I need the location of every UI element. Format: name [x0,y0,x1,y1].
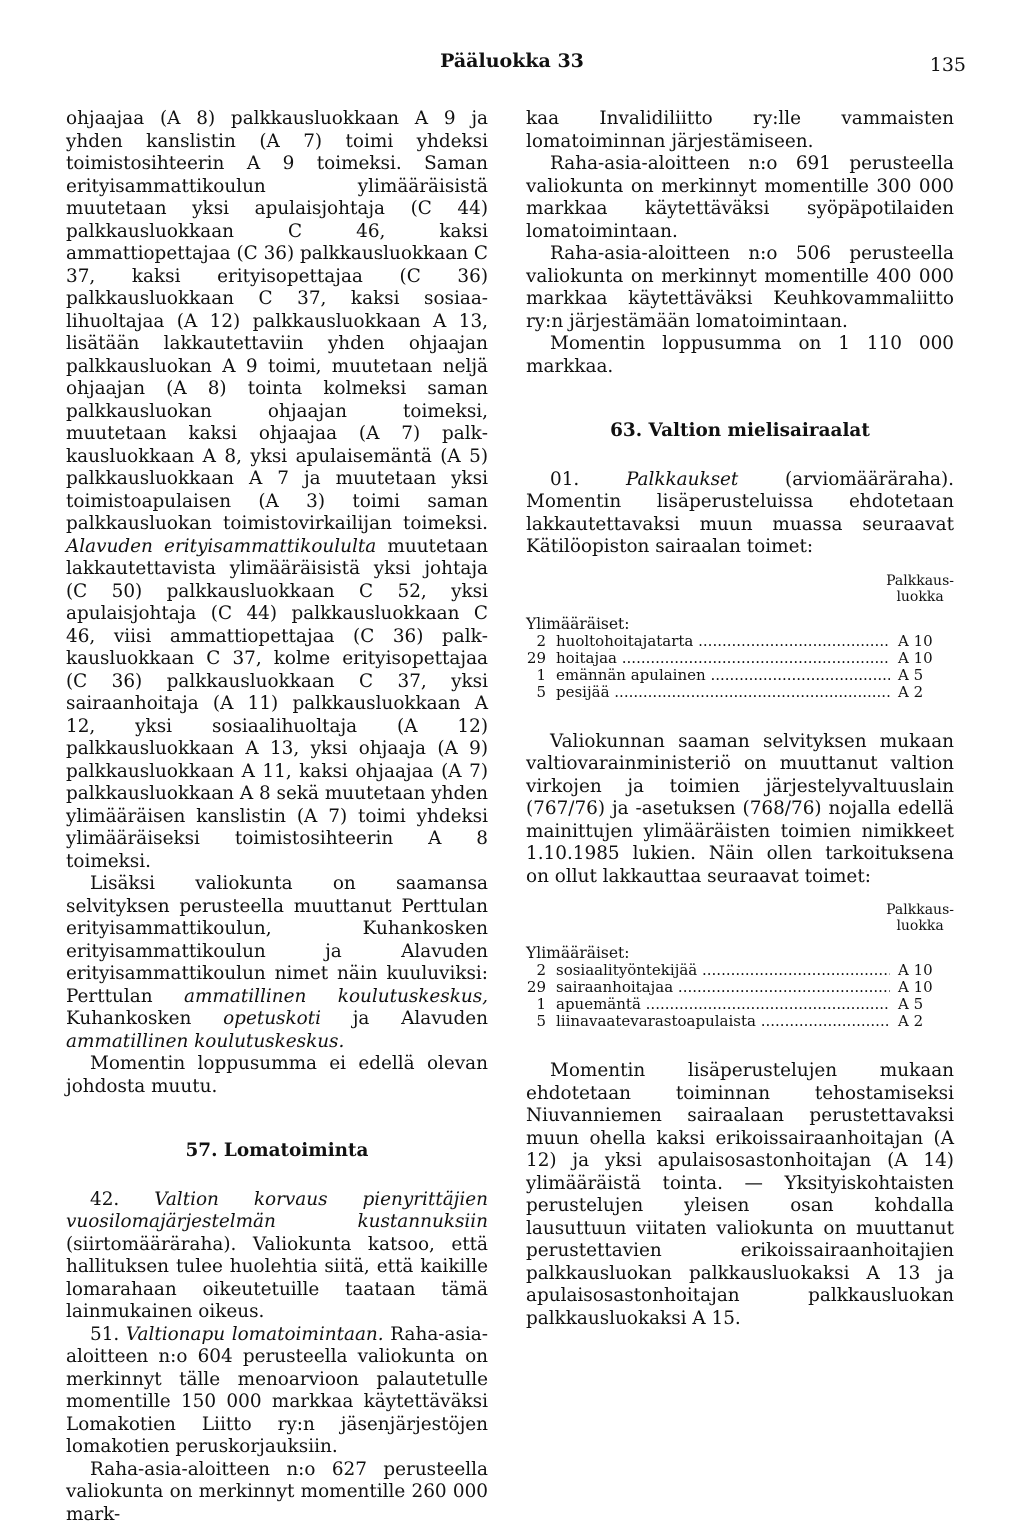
section-heading: 63. Valtion mielisairaalat [526,420,954,443]
left-column [66,108,488,1526]
paragraph: Momentin loppusumma ei edellä olevan johdosta muutu. [66,1053,488,1098]
paragraph: Raha-asia-aloitteen n:o 627 perusteella valiokunta on merkinnyt momentille 260 000 mark- [66,1459,488,1526]
table-row: 29 hoitajaa ..... A 10 [526,650,954,667]
paragraph: ohjaajaa (A 8) palkkausluokkaan A 9 ja yhden kanslistin (A 7) toimi yhdeksi toimistosihteerin A 9 toimeksi. Saman erityisammattikoulun ylimääräisistä muutetaan yksi apulaisjohtaja (C 44) palkkausluokkaan C 46, kaksi ammattiopettajaa (C 36) palkkausluokkaan C 37, kaksi erityisopettajaa (C 36) palkkausluokkaan C 37, kaksi sosiaalihuoltajaa (A 12) palkkausluokkaan A 13, lisätään lakkautettaviin yhden ohjaajan palkkausluokan A 9 toimi, muutetaan neljä ohjaajan (A 8) tointa kolmeksi saman palkkausluokan ohjaajan toimeksi, muutetaan kaksi ohjaajaa (A 7) palkkausluokkaan A 8, yksi apulaisemäntä (A 5) palkkausluokkaan A 7 ja muutetaan yksi toimistoapulaisen (A 3) toimi saman palkkausluokan toimistovirkailijan toimeksi. Alavuden erityisammattikoululta muutetaan lakkautettavista ylimääräisistä yksi johtaja (C 50) palkkausluokkaan C 52, yksi apulaisjohtaja (C 44) palkkausluokkaan C 46, viisi ammattiopettajaa (C 36) palkkausluokkaan C 37, kolme erityisopettajaa (C 36) palkkausluokkaan C 37, yksi sairaanhoitaja (A 11) palkkausluokkaan A 12, yksi sosiaalihuoltaja (A 12) palkkausluokkaan A 13, yksi ohjaaja (A 9) palkkausluokkaan A 11, kaksi ohjaajaa (A 7) palkkausluokkaan A 8 sekä muutetaan yhden ylimääräisen kanslistin (A 7) toimi yhdeksi ylimääräiseksi toimistosihteerin A 8 toimeksi. [66,108,488,873]
table-row: 5 pesijää ..... A 2 [526,684,954,701]
table-header [526,573,954,633]
paragraph: 01. Palkkaukset (arviomääräraha). Momentin lisäperusteluissa ehdotetaan lakkautettavaksi muun muassa seuraavat Kätilöopiston sairaalan toimet: [526,469,954,559]
paragraph: 51. Valtionapu lomatoimintaan. Raha-asiaaloitteen n:o 604 perusteella valiokunta on merkinnyt tälle menoarvioon palautetulle momentille 150 000 markkaa käytettäväksi Lomakotien Liitto ry:n jäsenjärjestöjen lomakotien peruskorjauksiin. [66,1324,488,1459]
page-header [0,50,1024,80]
paragraph: Lisäksi valiokunta on saamansa selvityksen perusteella muuttanut Perttulan erityisammattikoulun, Kuhankosken erityisammattikoulun ja Alavuden erityisammattikoulun nimet näin kuuluviksi: Perttulan ammatillinen koulutuskeskus, Kuhankosken opetuskoti ja Alavuden ammatillinen koulutuskeskus. [66,873,488,1053]
paragraph: 42. Valtion korvaus pienyrittäjien vuosilomajärjestelmän kustannuksiin (siirtomääräraha). Valiokunta katsoo, että hallituksen tulee huolehtia siitä, että kaikille lomarahaan oikeutetuille taataan tämä lainmukainen oikeus. [66,1189,488,1324]
page-number: 135 [930,54,966,76]
table-row: 29 sairaanhoitajaa ..... A 10 [526,979,954,996]
table-row: 5 liinavaatevarastoapulaista ..... A 2 [526,1013,954,1030]
paragraph: Raha-asia-aloitteen n:o 691 perusteella valiokunta on merkinnyt momentille 300 000 markkaa käytettäväksi syöpäpotilaiden lomatoimintaan. [526,153,954,243]
paragraph: Momentin loppusumma on 1 110 000 markkaa. [526,333,954,378]
table-group-label: Ylimääräiset: [526,616,630,633]
positions-table [526,902,954,1030]
table-column-header: Palkkaus- luokka [886,902,954,934]
table-row: 2 sosiaalityöntekijää ..... A 10 [526,962,954,979]
table-group-label: Ylimääräiset: [526,945,630,962]
table-row: 1 emännän apulainen ..... A 5 [526,667,954,684]
table-row: 2 huoltohoitajatarta ..... A 10 [526,633,954,650]
table-row: 1 apuemäntä ..... A 5 [526,996,954,1013]
table-column-header: Palkkaus- luokka [886,573,954,605]
positions-table [526,573,954,701]
section-heading: 57. Lomatoiminta [66,1140,488,1163]
page-title: Pääluokka 33 [0,50,1024,72]
paragraph: Raha-asia-aloitteen n:o 506 perusteella valiokunta on merkinnyt momentille 400 000 markkaa käytettäväksi Keuhkovammaliitto ry:n järjestämään lomatoimintaan. [526,243,954,333]
table-header [526,902,954,962]
paragraph: kaa Invalidiliitto ry:lle vammaisten lomatoiminnan järjestämiseen. [526,108,954,153]
right-column [526,108,954,1330]
paragraph: Valiokunnan saaman selvityksen mukaan valtiovarainministeriö on muuttanut valtion virkojen ja toimien järjestelyvaltuuslain (767/76) ja -asetuksen (768/76) nojalla edellä mainittujen ylimääräisten toimien nimikkeet 1.10.1985 lukien. Näin ollen tarkoituksena on ollut lakkauttaa seuraavat toimet: [526,731,954,889]
paragraph: Momentin lisäperustelujen mukaan ehdotetaan toiminnan tehostamiseksi Niuvanniemen sairaalaan perustettavaksi muun ohella kaksi erikoissairaanhoitajan (A 12) ja yksi apulaisosastonhoitajan (A 14) ylimääräistä tointa. — Yksityiskohtaisten perustelujen yleisen osan kohdalla lausuttuun viitaten valiokunta on muuttanut perustettavien erikoissairaanhoitajien palkkausluokan palkkausluokaksi A 13 ja apulaisosastonhoitajan palkkausluokan palkkausluokaksi A 15. [526,1060,954,1330]
